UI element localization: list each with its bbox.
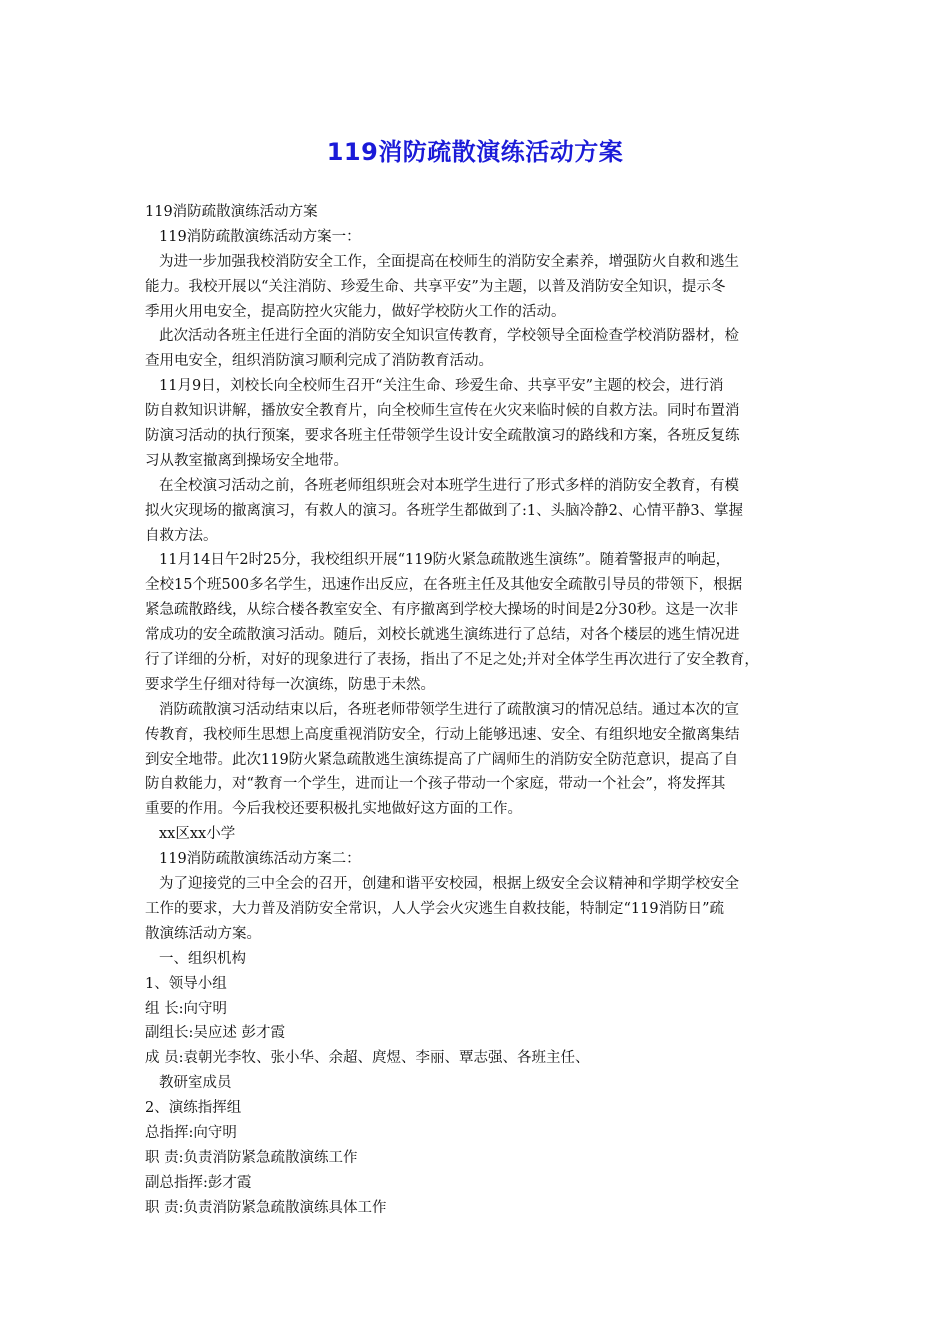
- paragraph-line: 教研室成员: [159, 1075, 232, 1092]
- paragraph-line: 119消防疏散演练活动方案一：: [159, 228, 361, 245]
- paragraph-line: 能力。我校开展以“关注消防、珍爱生命、共享平安”为主题，以普及消防安全知识，提示冬: [145, 278, 726, 295]
- paragraph-line: 拟火灾现场的撤离演习，有救人的演习。各班学生都做到了:1、头脑冷静2、心情平静3、掌握: [145, 502, 744, 519]
- paragraph-line: 组 长:向守明: [145, 1000, 227, 1017]
- paragraph-line: 职 责:负责消防紧急疏散演练具体工作: [145, 1199, 387, 1216]
- paragraph-line: 1、领导小组: [145, 975, 227, 992]
- paragraph-line: 副组长:吴应述 彭才霞: [145, 1025, 285, 1042]
- document-body: [145, 200, 815, 1221]
- paragraph-line: 传教育，我校师生思想上高度重视消防安全，行动上能够迅速、安全、有组织地安全撤离集结: [145, 726, 740, 743]
- paragraph-line: 119消防疏散演练活动方案二：: [159, 851, 361, 868]
- paragraph-line: 查用电安全，组织消防演习顺利完成了消防教育活动。: [145, 353, 493, 370]
- paragraph-line: 到安全地带。此次119防火紧急疏散逃生演练提高了广阔师生的消防安全防范意识，提高了自: [145, 751, 739, 768]
- paragraph-line: 自救方法。: [145, 527, 218, 544]
- paragraph-line: 总指挥:向守明: [145, 1124, 237, 1141]
- paragraph-line: 全校15个班500多名学生，迅速作出反应，在各班主任及其他安全疏散引导员的带领下，根据: [145, 577, 743, 594]
- paragraph-line: 为进一步加强我校消防安全工作，全面提高在校师生的消防安全素养，增强防火自救和逃生: [159, 253, 739, 270]
- paragraph-line: 紧急疏散路线，从综合楼各教室安全、有序撤离到学校大操场的时间是2分30秒。这是一次非: [145, 602, 739, 619]
- paragraph-line: 散演练活动方案。: [145, 925, 261, 942]
- paragraph-line: 11月9日，刘校长向全校师生召开“关注生命、珍爱生命、共享平安”主题的校会，进行消: [159, 378, 724, 395]
- paragraph-line: 119消防疏散演练活动方案: [145, 204, 318, 220]
- paragraph-line: 2、演练指挥组: [145, 1100, 242, 1117]
- paragraph-line: 成 员:袁朝光李牧、张小华、余超、庹煜、李丽、覃志强、各班主任、: [145, 1050, 590, 1067]
- paragraph-line: 防演习活动的执行预案，要求各班主任带领学生设计安全疏散演习的路线和方案，各班反复练: [145, 428, 740, 445]
- paragraph-line: 职 责:负责消防紧急疏散演练工作: [145, 1149, 358, 1166]
- paragraph-line: 习从教室撤离到操场安全地带。: [145, 452, 348, 469]
- paragraph-line: 11月14日午2时25分，我校组织开展“119防火紧急疏散逃生演练”。随着警报声的响起，: [159, 552, 731, 569]
- paragraph-line: xx区xx小学: [159, 826, 236, 843]
- paragraph-line: 重要的作用。今后我校还要积极扎实地做好这方面的工作。: [145, 801, 522, 818]
- paragraph-line: 副总指挥:彭才霞: [145, 1174, 252, 1191]
- paragraph-line: 为了迎接党的三中全会的召开，创建和谐平安校园，根据上级安全会议精神和学期学校安全: [159, 876, 739, 893]
- document-title: 119消防疏散演练活动方案: [326, 138, 624, 166]
- paragraph-line: 防自救知识讲解，播放安全教育片，向全校师生宣传在火灾来临时候的自救方法。同时布置消: [145, 403, 740, 420]
- paragraph-line: 要求学生仔细对待每一次演练，防患于未然。: [145, 676, 435, 693]
- paragraph-line: 一、组织机构: [159, 950, 246, 967]
- paragraph-line: 此次活动各班主任进行全面的消防安全知识宣传教育，学校领导全面检查学校消防器材，检: [159, 328, 739, 345]
- paragraph-line: 季用火用电安全，提高防控火灾能力，做好学校防火工作的活动。: [145, 303, 566, 320]
- paragraph-line: 消防疏散演习活动结束以后，各班老师带领学生进行了疏散演习的情况总结。通过本次的宣: [159, 701, 739, 718]
- paragraph-line: 防自救能力，对“教育一个学生，进而让一个孩子带动一个家庭，带动一个社会”，将发挥其: [145, 776, 726, 793]
- paragraph-line: 工作的要求，大力普及消防安全常识，人人学会火灾逃生自救技能，特制定“119消防日”疏: [145, 900, 724, 917]
- paragraph-line: 常成功的安全疏散演习活动。随后，刘校长就逃生演练进行了总结，对各个楼层的逃生情况进: [145, 627, 740, 644]
- paragraph-line: 行了详细的分析，对好的现象进行了表扬，指出了不足之处;并对全体学生再次进行了安全教育，: [145, 652, 759, 669]
- paragraph-line: 在全校演习活动之前，各班老师组织班会对本班学生进行了形式多样的消防安全教育，有模: [159, 477, 739, 494]
